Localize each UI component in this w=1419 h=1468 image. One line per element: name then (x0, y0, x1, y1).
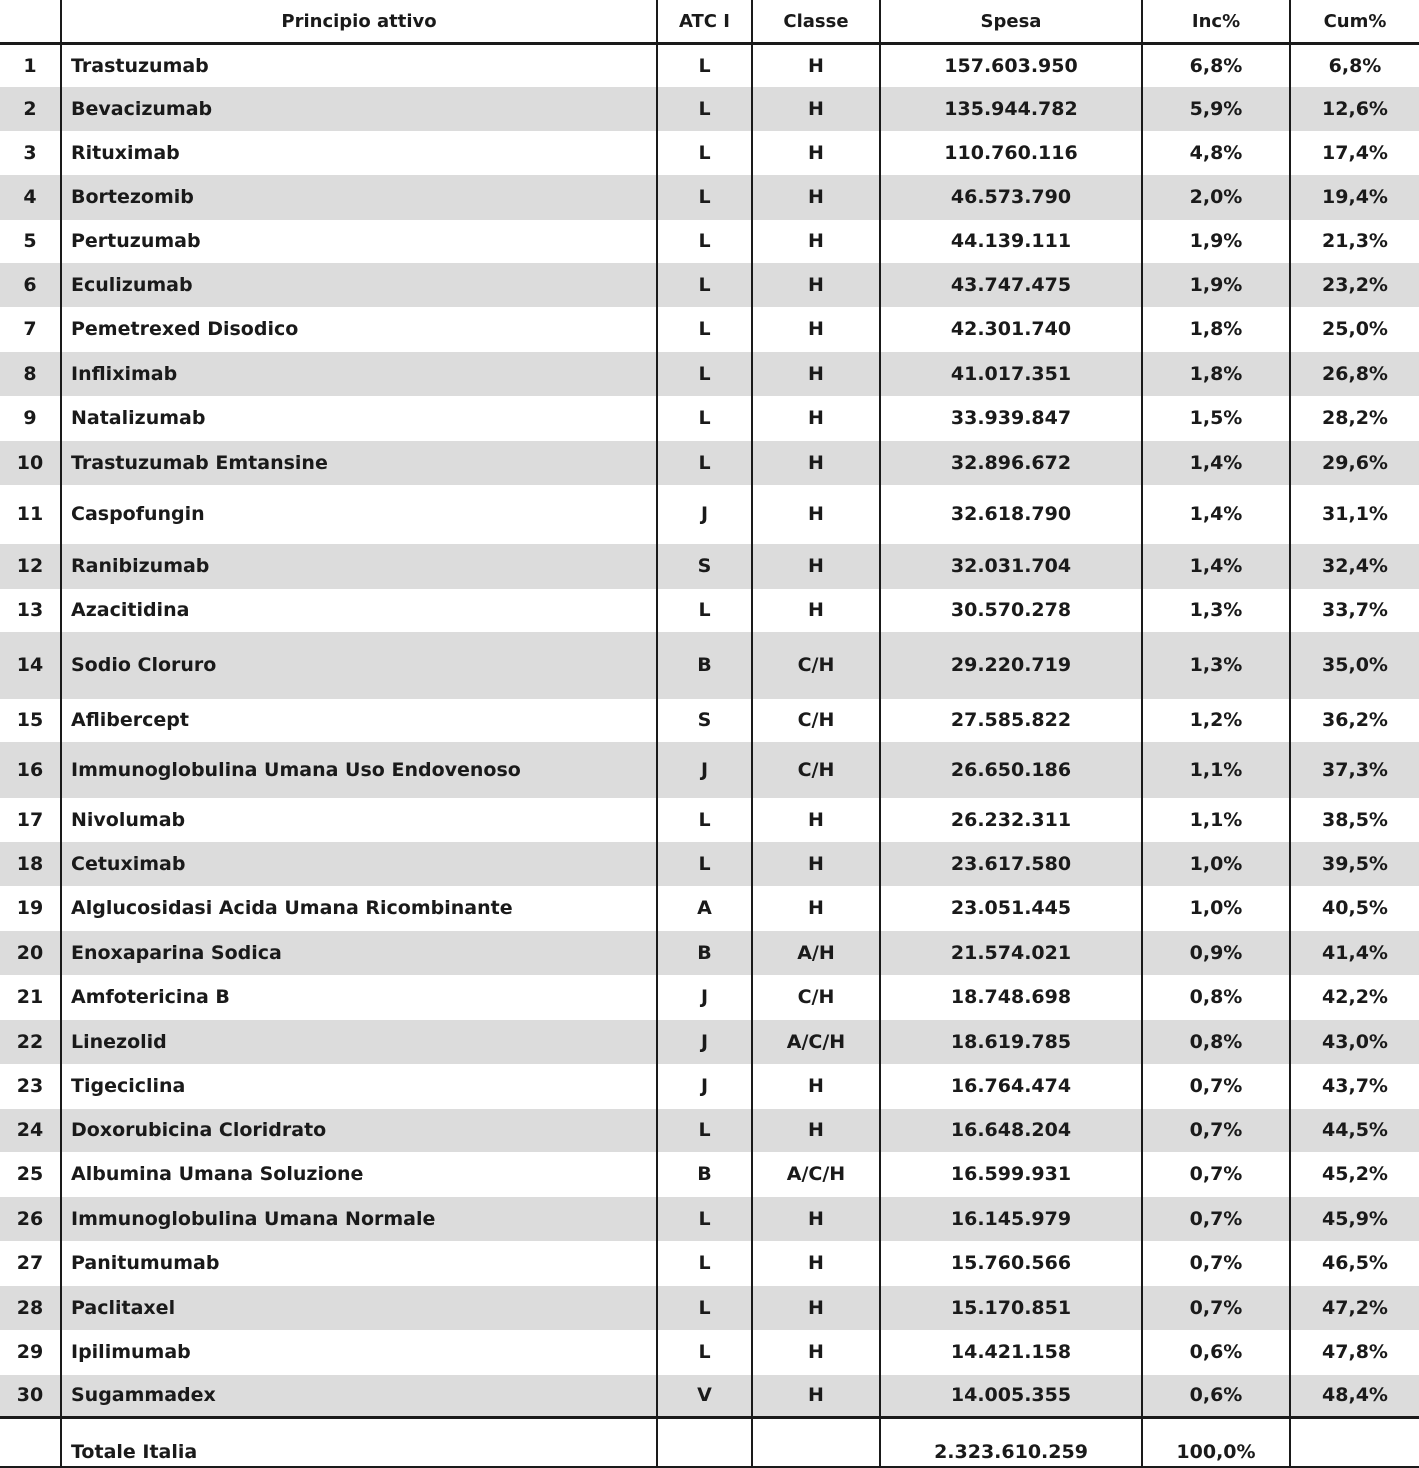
cell-classe: H (752, 131, 880, 175)
header-inc: Inc% (1142, 0, 1290, 44)
cell-rank: 21 (0, 975, 61, 1020)
table-row (0, 131, 1419, 175)
cell-spesa: 23.617.580 (880, 842, 1142, 886)
cell-inc: 1,0% (1142, 886, 1290, 931)
cell-atc: B (657, 931, 752, 975)
cell-atc: L (657, 307, 752, 352)
cell-principio-attivo: Alglucosidasi Acida Umana Ricombinante (61, 886, 657, 931)
cell-principio-attivo: Paclitaxel (61, 1286, 657, 1330)
cell-inc: 5,9% (1142, 87, 1290, 131)
cell-principio-attivo: Albumina Umana Soluzione (61, 1152, 657, 1197)
cell-spesa: 33.939.847 (880, 396, 1142, 441)
cell-inc: 1,2% (1142, 699, 1290, 742)
cell-atc: S (657, 699, 752, 742)
cell-principio-attivo: Sodio Cloruro (61, 632, 657, 699)
cell-spesa: 14.005.355 (880, 1375, 1142, 1418)
table-row (0, 1330, 1419, 1375)
cell-spesa: 30.570.278 (880, 589, 1142, 632)
cell-atc: B (657, 632, 752, 699)
cell-inc: 1,5% (1142, 396, 1290, 441)
cell-cum: 17,4% (1290, 131, 1419, 175)
cell-atc: L (657, 220, 752, 263)
total-cum-cell (1290, 1418, 1419, 1468)
cell-spesa: 21.574.021 (880, 931, 1142, 975)
cell-principio-attivo: Amfotericina B (61, 975, 657, 1020)
cell-spesa: 16.599.931 (880, 1152, 1142, 1197)
cell-spesa: 26.650.186 (880, 742, 1142, 798)
cell-inc: 1,3% (1142, 632, 1290, 699)
cell-inc: 1,1% (1142, 742, 1290, 798)
header-cum: Cum% (1290, 0, 1419, 44)
cell-inc: 1,3% (1142, 589, 1290, 632)
cell-principio-attivo: Enoxaparina Sodica (61, 931, 657, 975)
cell-rank: 24 (0, 1109, 61, 1152)
total-rank-cell (0, 1418, 61, 1468)
cell-cum: 19,4% (1290, 175, 1419, 220)
cell-spesa: 29.220.719 (880, 632, 1142, 699)
cell-cum: 41,4% (1290, 931, 1419, 975)
cell-principio-attivo: Trastuzumab (61, 44, 657, 87)
cell-rank: 23 (0, 1064, 61, 1109)
cell-spesa: 32.896.672 (880, 441, 1142, 485)
header-classe: Classe (752, 0, 880, 44)
cell-inc: 1,9% (1142, 263, 1290, 307)
cell-principio-attivo: Panitumumab (61, 1241, 657, 1286)
cell-cum: 32,4% (1290, 544, 1419, 589)
table-body (0, 44, 1419, 1418)
cell-atc: L (657, 352, 752, 396)
cell-rank: 12 (0, 544, 61, 589)
cell-spesa: 41.017.351 (880, 352, 1142, 396)
cell-inc: 0,9% (1142, 931, 1290, 975)
header-spesa: Spesa (880, 0, 1142, 44)
cell-cum: 44,5% (1290, 1109, 1419, 1152)
cell-cum: 12,6% (1290, 87, 1419, 131)
cell-classe: A/H (752, 931, 880, 975)
cell-principio-attivo: Immunoglobulina Umana Normale (61, 1197, 657, 1241)
cell-atc: L (657, 1286, 752, 1330)
cell-atc: L (657, 1109, 752, 1152)
total-atc-cell (657, 1418, 752, 1468)
cell-spesa: 15.170.851 (880, 1286, 1142, 1330)
cell-atc: A (657, 886, 752, 931)
cell-classe: H (752, 485, 880, 544)
table-row (0, 742, 1419, 798)
cell-rank: 29 (0, 1330, 61, 1375)
cell-atc: L (657, 589, 752, 632)
cell-rank: 25 (0, 1152, 61, 1197)
table-row (0, 44, 1419, 87)
cell-atc: L (657, 798, 752, 842)
cell-atc: L (657, 1330, 752, 1375)
cell-classe: A/C/H (752, 1020, 880, 1064)
cell-classe: H (752, 1286, 880, 1330)
header-atc: ATC I (657, 0, 752, 44)
cell-atc: S (657, 544, 752, 589)
cell-rank: 6 (0, 263, 61, 307)
cell-rank: 27 (0, 1241, 61, 1286)
table-row (0, 886, 1419, 931)
table-row (0, 263, 1419, 307)
cell-principio-attivo: Eculizumab (61, 263, 657, 307)
cell-classe: H (752, 1241, 880, 1286)
cell-classe: H (752, 44, 880, 87)
cell-spesa: 18.619.785 (880, 1020, 1142, 1064)
cell-principio-attivo: Tigeciclina (61, 1064, 657, 1109)
table-row (0, 1109, 1419, 1152)
cell-atc: L (657, 1241, 752, 1286)
cell-classe: H (752, 352, 880, 396)
cell-principio-attivo: Ipilimumab (61, 1330, 657, 1375)
table-row (0, 441, 1419, 485)
cell-rank: 20 (0, 931, 61, 975)
cell-rank: 19 (0, 886, 61, 931)
cell-cum: 39,5% (1290, 842, 1419, 886)
cell-cum: 29,6% (1290, 441, 1419, 485)
table-row (0, 1286, 1419, 1330)
cell-rank: 5 (0, 220, 61, 263)
cell-rank: 10 (0, 441, 61, 485)
cell-spesa: 16.648.204 (880, 1109, 1142, 1152)
cell-principio-attivo: Sugammadex (61, 1375, 657, 1418)
table-row (0, 485, 1419, 544)
cell-atc: L (657, 396, 752, 441)
cell-spesa: 27.585.822 (880, 699, 1142, 742)
cell-atc: J (657, 1020, 752, 1064)
cell-principio-attivo: Trastuzumab Emtansine (61, 441, 657, 485)
cell-cum: 43,0% (1290, 1020, 1419, 1064)
table-row (0, 632, 1419, 699)
cell-inc: 1,1% (1142, 798, 1290, 842)
total-classe-cell (752, 1418, 880, 1468)
cell-principio-attivo: Immunoglobulina Umana Uso Endovenoso (61, 742, 657, 798)
cell-atc: L (657, 1197, 752, 1241)
table-row (0, 1375, 1419, 1418)
cell-inc: 0,6% (1142, 1330, 1290, 1375)
cell-inc: 1,4% (1142, 485, 1290, 544)
cell-rank: 3 (0, 131, 61, 175)
cell-classe: H (752, 1197, 880, 1241)
cell-spesa: 44.139.111 (880, 220, 1142, 263)
cell-classe: H (752, 1375, 880, 1418)
cell-cum: 43,7% (1290, 1064, 1419, 1109)
total-row (0, 1418, 1419, 1468)
table-row (0, 352, 1419, 396)
cell-atc: L (657, 263, 752, 307)
cell-cum: 6,8% (1290, 44, 1419, 87)
cell-inc: 0,7% (1142, 1286, 1290, 1330)
cell-principio-attivo: Natalizumab (61, 396, 657, 441)
cell-spesa: 23.051.445 (880, 886, 1142, 931)
cell-atc: J (657, 975, 752, 1020)
cell-atc: L (657, 87, 752, 131)
cell-cum: 23,2% (1290, 263, 1419, 307)
cell-spesa: 135.944.782 (880, 87, 1142, 131)
cell-classe: H (752, 589, 880, 632)
cell-rank: 7 (0, 307, 61, 352)
cell-atc: L (657, 131, 752, 175)
cell-cum: 46,5% (1290, 1241, 1419, 1286)
cell-inc: 2,0% (1142, 175, 1290, 220)
cell-classe: C/H (752, 699, 880, 742)
cell-inc: 0,6% (1142, 1375, 1290, 1418)
cell-rank: 9 (0, 396, 61, 441)
cell-cum: 35,0% (1290, 632, 1419, 699)
cell-classe: H (752, 1109, 880, 1152)
cell-cum: 40,5% (1290, 886, 1419, 931)
cell-spesa: 32.618.790 (880, 485, 1142, 544)
cell-principio-attivo: Pertuzumab (61, 220, 657, 263)
cell-rank: 13 (0, 589, 61, 632)
cell-principio-attivo: Azacitidina (61, 589, 657, 632)
table-row (0, 1152, 1419, 1197)
table-row (0, 699, 1419, 742)
cell-cum: 28,2% (1290, 396, 1419, 441)
cell-inc: 0,7% (1142, 1197, 1290, 1241)
cell-spesa: 16.145.979 (880, 1197, 1142, 1241)
table-row (0, 798, 1419, 842)
total-inc: 100,0% (1142, 1418, 1290, 1468)
cell-classe: C/H (752, 742, 880, 798)
table-row (0, 1241, 1419, 1286)
header-principio-attivo: Principio attivo (61, 0, 657, 44)
cell-atc: V (657, 1375, 752, 1418)
cell-cum: 42,2% (1290, 975, 1419, 1020)
cell-inc: 0,7% (1142, 1109, 1290, 1152)
cell-spesa: 26.232.311 (880, 798, 1142, 842)
cell-atc: J (657, 742, 752, 798)
cell-rank: 15 (0, 699, 61, 742)
table-row (0, 396, 1419, 441)
table-row (0, 1197, 1419, 1241)
cell-atc: L (657, 175, 752, 220)
cell-rank: 18 (0, 842, 61, 886)
cell-principio-attivo: Infliximab (61, 352, 657, 396)
cell-spesa: 32.031.704 (880, 544, 1142, 589)
cell-inc: 1,4% (1142, 441, 1290, 485)
cell-rank: 26 (0, 1197, 61, 1241)
cell-classe: H (752, 175, 880, 220)
table-row (0, 175, 1419, 220)
cell-rank: 8 (0, 352, 61, 396)
cell-classe: H (752, 1330, 880, 1375)
cell-inc: 6,8% (1142, 44, 1290, 87)
cell-classe: H (752, 886, 880, 931)
header-rank (0, 0, 61, 44)
cell-principio-attivo: Rituximab (61, 131, 657, 175)
cell-atc: L (657, 44, 752, 87)
total-label: Totale Italia (61, 1418, 657, 1468)
cell-inc: 1,8% (1142, 307, 1290, 352)
cell-principio-attivo: Cetuximab (61, 842, 657, 886)
cell-rank: 16 (0, 742, 61, 798)
cell-rank: 17 (0, 798, 61, 842)
cell-cum: 33,7% (1290, 589, 1419, 632)
cell-rank: 28 (0, 1286, 61, 1330)
cell-classe: H (752, 307, 880, 352)
cell-cum: 47,2% (1290, 1286, 1419, 1330)
cell-cum: 45,2% (1290, 1152, 1419, 1197)
cell-atc: J (657, 485, 752, 544)
cell-classe: A/C/H (752, 1152, 880, 1197)
cell-principio-attivo: Pemetrexed Disodico (61, 307, 657, 352)
cell-cum: 26,8% (1290, 352, 1419, 396)
cell-cum: 38,5% (1290, 798, 1419, 842)
cell-principio-attivo: Aflibercept (61, 699, 657, 742)
cell-classe: C/H (752, 632, 880, 699)
cell-inc: 1,9% (1142, 220, 1290, 263)
cell-rank: 11 (0, 485, 61, 544)
cell-rank: 22 (0, 1020, 61, 1064)
table-row (0, 1064, 1419, 1109)
cell-atc: L (657, 842, 752, 886)
cell-principio-attivo: Caspofungin (61, 485, 657, 544)
cell-rank: 4 (0, 175, 61, 220)
cell-cum: 37,3% (1290, 742, 1419, 798)
table-row (0, 589, 1419, 632)
cell-spesa: 157.603.950 (880, 44, 1142, 87)
cell-inc: 0,8% (1142, 1020, 1290, 1064)
cell-spesa: 110.760.116 (880, 131, 1142, 175)
cell-spesa: 46.573.790 (880, 175, 1142, 220)
cell-principio-attivo: Nivolumab (61, 798, 657, 842)
table-row (0, 220, 1419, 263)
cell-rank: 14 (0, 632, 61, 699)
table-row (0, 87, 1419, 131)
cell-rank: 1 (0, 44, 61, 87)
cell-inc: 1,0% (1142, 842, 1290, 886)
cell-classe: H (752, 1064, 880, 1109)
cell-atc: L (657, 441, 752, 485)
cell-classe: H (752, 263, 880, 307)
header-row (0, 0, 1419, 44)
cell-cum: 31,1% (1290, 485, 1419, 544)
cell-classe: H (752, 842, 880, 886)
table-row (0, 931, 1419, 975)
cell-spesa: 16.764.474 (880, 1064, 1142, 1109)
cell-classe: C/H (752, 975, 880, 1020)
cell-atc: J (657, 1064, 752, 1109)
cell-cum: 48,4% (1290, 1375, 1419, 1418)
cell-inc: 1,8% (1142, 352, 1290, 396)
cell-principio-attivo: Doxorubicina Cloridrato (61, 1109, 657, 1152)
cell-inc: 0,8% (1142, 975, 1290, 1020)
cell-inc: 0,7% (1142, 1241, 1290, 1286)
cell-spesa: 42.301.740 (880, 307, 1142, 352)
cell-principio-attivo: Ranibizumab (61, 544, 657, 589)
table-row (0, 975, 1419, 1020)
cell-spesa: 43.747.475 (880, 263, 1142, 307)
cell-spesa: 18.748.698 (880, 975, 1142, 1020)
cell-spesa: 15.760.566 (880, 1241, 1142, 1286)
cell-cum: 21,3% (1290, 220, 1419, 263)
cell-principio-attivo: Linezolid (61, 1020, 657, 1064)
cell-cum: 36,2% (1290, 699, 1419, 742)
cell-classe: H (752, 544, 880, 589)
cell-cum: 47,8% (1290, 1330, 1419, 1375)
cell-rank: 30 (0, 1375, 61, 1418)
cell-principio-attivo: Bevacizumab (61, 87, 657, 131)
cell-cum: 25,0% (1290, 307, 1419, 352)
cell-inc: 1,4% (1142, 544, 1290, 589)
cell-principio-attivo: Bortezomib (61, 175, 657, 220)
cell-classe: H (752, 441, 880, 485)
cell-inc: 4,8% (1142, 131, 1290, 175)
cell-rank: 2 (0, 87, 61, 131)
cell-inc: 0,7% (1142, 1064, 1290, 1109)
table-row (0, 307, 1419, 352)
cell-classe: H (752, 220, 880, 263)
cell-spesa: 14.421.158 (880, 1330, 1142, 1375)
cell-atc: B (657, 1152, 752, 1197)
table-row (0, 842, 1419, 886)
table-row (0, 544, 1419, 589)
total-spesa: 2.323.610.259 (880, 1418, 1142, 1468)
cell-classe: H (752, 396, 880, 441)
cell-classe: H (752, 87, 880, 131)
cell-inc: 0,7% (1142, 1152, 1290, 1197)
cell-classe: H (752, 798, 880, 842)
cell-cum: 45,9% (1290, 1197, 1419, 1241)
table-row (0, 1020, 1419, 1064)
